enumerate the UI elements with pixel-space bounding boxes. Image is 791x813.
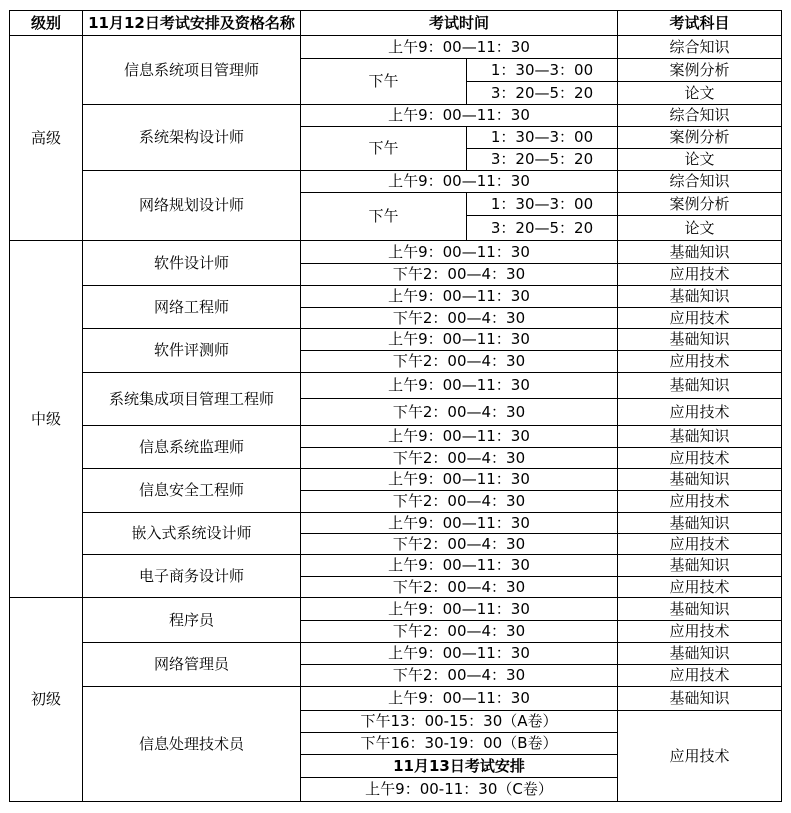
subject-cell: 基础知识 xyxy=(618,555,782,577)
time-cell: 上午9：00—11：30 xyxy=(301,643,618,665)
time-cell-paper-a: 下午13：00-15：30（A卷） xyxy=(301,711,618,733)
header-level: 级别 xyxy=(10,11,83,36)
subject-cell: 基础知识 xyxy=(618,286,782,308)
subject-cell: 案例分析 xyxy=(618,193,782,216)
time-cell: 1：30—3：00 xyxy=(467,127,618,149)
exam-ecommerce-designer: 电子商务设计师 xyxy=(83,555,301,598)
time-cell: 下午2：00—4：30 xyxy=(301,448,618,469)
subject-cell: 基础知识 xyxy=(618,426,782,448)
time-cell: 上午9：00—11：30 xyxy=(301,373,618,399)
time-cell: 上午9：00—11：30 xyxy=(301,598,618,621)
afternoon-label: 下午 xyxy=(301,193,467,241)
afternoon-label: 下午 xyxy=(301,59,467,105)
subject-cell: 综合知识 xyxy=(618,105,782,127)
time-cell: 下午2：00—4：30 xyxy=(301,399,618,426)
exam-network-engineer: 网络工程师 xyxy=(83,286,301,329)
time-cell: 3：20—5：20 xyxy=(467,82,618,105)
exam-schedule-table xyxy=(9,10,782,802)
time-cell: 下午2：00—4：30 xyxy=(301,577,618,598)
exam-embedded-designer: 嵌入式系统设计师 xyxy=(83,513,301,555)
time-cell: 3：20—5：20 xyxy=(467,149,618,171)
time-cell: 上午9：00—11：30 xyxy=(301,36,618,59)
time-cell: 上午9：00—11：30 xyxy=(301,555,618,577)
subject-cell: 应用技术 xyxy=(618,351,782,373)
time-cell: 3：20—5：20 xyxy=(467,216,618,241)
subject-cell: 基础知识 xyxy=(618,643,782,665)
subject-cell: 基础知识 xyxy=(618,469,782,491)
exam-info-sys-supervisor: 信息系统监理师 xyxy=(83,426,301,469)
time-cell: 上午9：00—11：30 xyxy=(301,241,618,264)
time-cell: 下午2：00—4：30 xyxy=(301,351,618,373)
exam-programmer: 程序员 xyxy=(83,598,301,643)
subject-cell: 应用技术 xyxy=(618,399,782,426)
exam-info-sys-pm: 信息系统项目管理师 xyxy=(83,36,301,105)
time-cell: 上午9：00—11：30 xyxy=(301,469,618,491)
time-cell: 上午9：00—11：30 xyxy=(301,426,618,448)
time-cell: 下午2：00—4：30 xyxy=(301,308,618,329)
time-cell: 下午2：00—4：30 xyxy=(301,264,618,286)
subject-cell: 综合知识 xyxy=(618,171,782,193)
exam-sys-integration-pm: 系统集成项目管理工程师 xyxy=(83,373,301,426)
header-subject: 考试科目 xyxy=(618,11,782,36)
time-cell: 上午9：00—11：30 xyxy=(301,286,618,308)
subject-cell: 应用技术 xyxy=(618,577,782,598)
time-cell: 下午2：00—4：30 xyxy=(301,621,618,643)
subject-cell: 基础知识 xyxy=(618,598,782,621)
exam-software-tester: 软件评测师 xyxy=(83,329,301,373)
time-cell: 上午9：00—11：30 xyxy=(301,105,618,127)
time-cell: 下午2：00—4：30 xyxy=(301,491,618,513)
level-junior: 初级 xyxy=(10,598,83,802)
subject-cell: 应用技术 xyxy=(618,264,782,286)
time-cell: 1：30—3：00 xyxy=(467,59,618,82)
time-cell: 下午2：00—4：30 xyxy=(301,665,618,687)
subject-cell: 基础知识 xyxy=(618,373,782,399)
subject-cell: 应用技术 xyxy=(618,621,782,643)
subject-cell: 应用技术 xyxy=(618,491,782,513)
header-exam-name: 11月12日考试安排及资格名称 xyxy=(83,11,301,36)
subject-cell: 应用技术 xyxy=(618,665,782,687)
exam-network-admin: 网络管理员 xyxy=(83,643,301,687)
subject-cell: 基础知识 xyxy=(618,241,782,264)
subject-cell: 论文 xyxy=(618,216,782,241)
header-exam-time: 考试时间 xyxy=(301,11,618,36)
time-cell: 下午2：00—4：30 xyxy=(301,534,618,555)
time-cell: 上午9：00—11：30 xyxy=(301,171,618,193)
subject-cell: 论文 xyxy=(618,149,782,171)
time-cell: 上午9：00—11：30 xyxy=(301,329,618,351)
level-senior: 高级 xyxy=(10,36,83,241)
level-intermediate: 中级 xyxy=(10,241,83,598)
subject-cell: 综合知识 xyxy=(618,36,782,59)
subject-cell: 论文 xyxy=(618,82,782,105)
subject-cell: 案例分析 xyxy=(618,59,782,82)
subject-cell: 应用技术 xyxy=(618,308,782,329)
time-cell: 上午9：00—11：30 xyxy=(301,513,618,534)
exam-sys-architect: 系统架构设计师 xyxy=(83,105,301,171)
subject-cell: 应用技术 xyxy=(618,534,782,555)
subject-cell: 基础知识 xyxy=(618,329,782,351)
exam-info-security-engineer: 信息安全工程师 xyxy=(83,469,301,513)
nov13-schedule-title: 11月13日考试安排 xyxy=(301,755,618,778)
subject-cell: 应用技术 xyxy=(618,711,782,802)
time-cell-paper-b: 下午16：30-19：00（B卷） xyxy=(301,733,618,755)
subject-cell: 案例分析 xyxy=(618,127,782,149)
time-cell: 1：30—3：00 xyxy=(467,193,618,216)
exam-software-designer: 软件设计师 xyxy=(83,241,301,286)
subject-cell: 基础知识 xyxy=(618,687,782,711)
exam-net-planner: 网络规划设计师 xyxy=(83,171,301,241)
subject-cell: 应用技术 xyxy=(618,448,782,469)
exam-info-tech-processor: 信息处理技术员 xyxy=(83,687,301,802)
time-cell: 上午9：00—11：30 xyxy=(301,687,618,711)
afternoon-label: 下午 xyxy=(301,127,467,171)
subject-cell: 基础知识 xyxy=(618,513,782,534)
time-cell-paper-c: 上午9：00-11：30（C卷） xyxy=(301,778,618,802)
